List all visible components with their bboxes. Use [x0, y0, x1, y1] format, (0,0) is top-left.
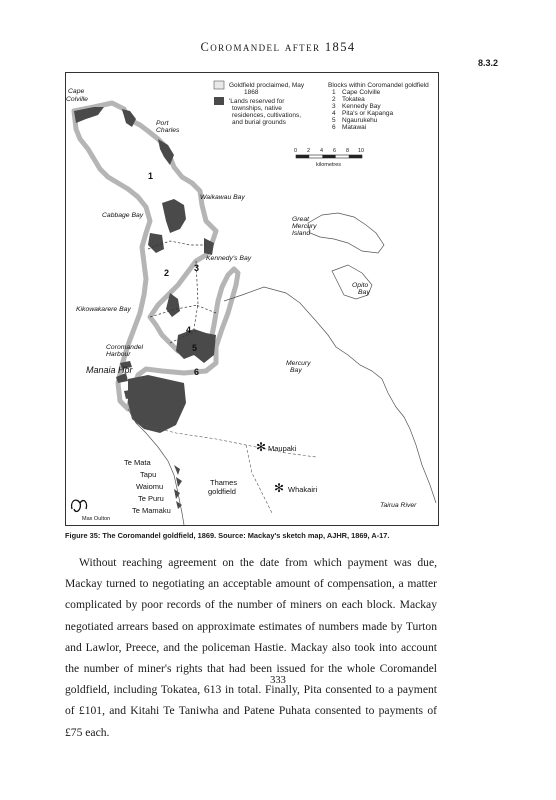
whakairi-symbol: ✻ [274, 481, 285, 495]
label-coromandel: Coromandel [106, 344, 144, 351]
block-3-num: 3 [332, 103, 336, 110]
scale-bar [294, 148, 364, 168]
label-colville: Colville [66, 96, 88, 103]
label-thames: Thames [210, 478, 238, 487]
block-2-num: 2 [332, 96, 336, 103]
label-mercury-bay-1: Mercury [286, 360, 311, 367]
block-4-num: 4 [332, 110, 336, 117]
body-paragraph: Without reaching agreement on the date from which payment was due, Mackay turned to negotiating an acceptable amount of compensation, a matter complicated by poor records of the number of miners on each block. Mackay negotiated arrears based on approximate estimates of numbers made by Turton and Lawlor, Preece, and the policeman Hastie. Mackay also took into account the number of miner's rights that had been issued for the whole Coromandel goldfield, including Tokatea, 613 in total. Finally, Pita consented to a payment of £101, and Kitahi Te Taniwha and Patene Puhata consented to payments of £75 each. [65, 556, 437, 739]
block-number-5: 5 [192, 343, 198, 353]
map-svg [66, 73, 438, 525]
label-kennedys: Kennedy's Bay [206, 255, 252, 262]
label-great: Great [292, 216, 309, 223]
block-3-name: Kennedy Bay [342, 103, 381, 110]
label-te-puru: Te Puru [138, 494, 164, 503]
reserved-legend-swatch [214, 97, 224, 105]
running-head: Coromandel after 1854 [200, 40, 356, 54]
maupaki-symbol: ✻ [256, 440, 267, 454]
map-figure [65, 72, 439, 526]
label-waiomu: Waiomu [136, 482, 164, 491]
scale-tick-10: 10 [358, 148, 365, 154]
scale-tick-6: 6 [333, 148, 337, 154]
figure-caption: Figure 35: The Coromandel goldfield, 1869. Source: Mackay's sketch map, AJHR, 1869, A-17. [65, 531, 390, 540]
scale-unit: kilometres [316, 162, 342, 168]
label-goldfield: goldfield [208, 487, 236, 496]
label-waikawau: Waikawau Bay [200, 194, 245, 201]
block-6-name: Matawai [342, 124, 367, 131]
block-number-1: 1 [148, 171, 154, 181]
label-cape: Cape [68, 88, 85, 95]
label-manaia: Manaia Hbr [86, 365, 133, 375]
scale-tick-8: 8 [346, 148, 350, 154]
legend-reserved-1: 'Lands reserved for [229, 98, 285, 105]
label-port: Port [156, 120, 169, 127]
block-1-name: Cape Colville [342, 89, 381, 96]
label-tapu: Tapu [140, 470, 157, 479]
label-charles: Charles [156, 127, 180, 134]
label-harbour: Harbour [106, 351, 131, 358]
block-number-3: 3 [194, 263, 200, 273]
label-mercury-bay-2: Bay [290, 367, 302, 374]
credit-name: Max Oulton [82, 516, 111, 522]
label-cabbage: Cabbage Bay [102, 212, 144, 219]
block-4-name: Pita's or Kapanga [342, 110, 394, 117]
label-whakairi: Whakairi [288, 485, 318, 494]
label-opito: Opito [352, 282, 369, 289]
scale-tick-0: 0 [294, 148, 298, 154]
legend-goldfield-2: 1868 [244, 89, 259, 96]
block-number-2: 2 [164, 268, 170, 278]
label-island: Island [292, 230, 311, 237]
label-tairua: Tairua River [380, 502, 417, 509]
block-6-num: 6 [332, 124, 336, 131]
block-2-name: Tokatea [342, 96, 365, 103]
goldfield-legend-swatch [214, 81, 224, 89]
legend-reserved-3: residences, cultivations, [232, 112, 302, 119]
block-number-6: 6 [194, 367, 200, 377]
scale-tick-4: 4 [320, 148, 324, 154]
block-5-name: Ngaurukehu [342, 117, 378, 124]
page-number: 333 [270, 675, 286, 686]
legend-goldfield-1: Goldfield proclaimed, May [229, 82, 305, 89]
legend-reserved-2: townships, native [232, 105, 282, 112]
legend-reserved-4: and burial grounds [232, 119, 286, 126]
label-opito-bay: Bay [358, 289, 370, 296]
block-5-num: 5 [332, 117, 336, 124]
section-number: 8.3.2 [477, 58, 498, 68]
label-mercury: Mercury [292, 223, 317, 230]
label-te-mamaku: Te Mamaku [132, 506, 171, 515]
credit-mark [72, 500, 111, 522]
block-number-4: 4 [186, 325, 192, 335]
label-te-mata: Te Mata [124, 458, 151, 467]
block-1-num: 1 [332, 89, 336, 96]
west-coast-islands [174, 465, 182, 509]
scale-tick-2: 2 [307, 148, 311, 154]
label-maupaki: Maupaki [268, 444, 297, 453]
legend-blocks-title: Blocks within Coromandel goldfield [328, 82, 429, 89]
label-kikowakarere: Kikowakarere Bay [76, 306, 131, 313]
